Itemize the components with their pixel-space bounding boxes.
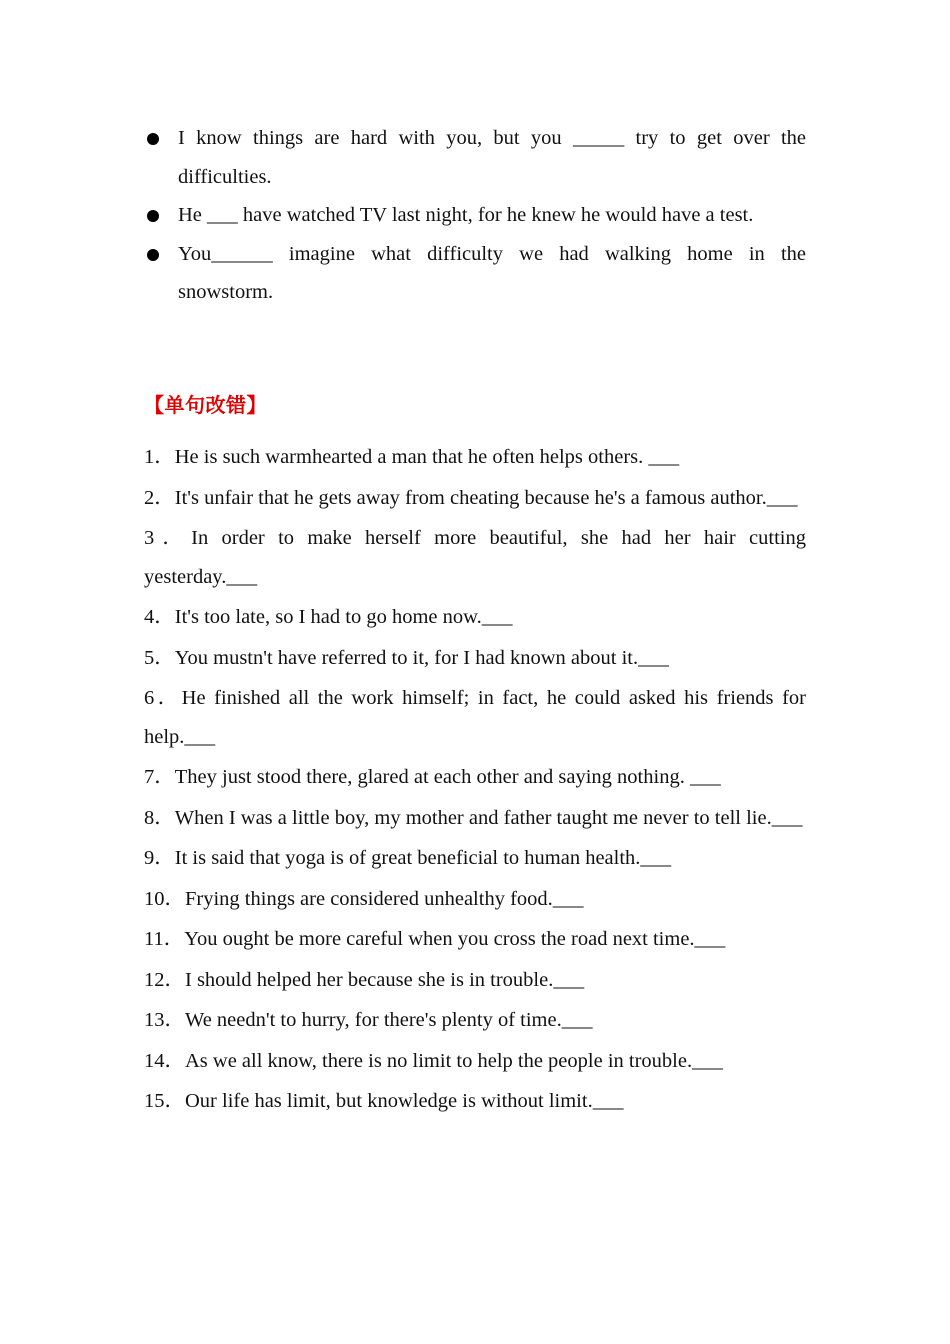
item-text: Frying things are considered unhealthy food.___ bbox=[185, 887, 584, 910]
list-item bbox=[144, 1042, 806, 1081]
list-item bbox=[144, 920, 806, 959]
item-text: You mustn't have referred to it, for I had known about it.___ bbox=[174, 646, 669, 669]
bullet-list bbox=[144, 119, 806, 312]
list-item bbox=[144, 839, 806, 878]
list-item bbox=[144, 438, 806, 477]
item-text: He finished all the work himself; in fact, he could asked his friends for help.___ bbox=[144, 687, 807, 748]
list-item bbox=[144, 799, 806, 838]
bullet-text: You______ imagine what difficulty we had walking home in the snowstorm. bbox=[178, 242, 806, 304]
item-text: As we all know, there is no limit to help the people in trouble.___ bbox=[185, 1049, 723, 1072]
error-correction-list bbox=[144, 438, 806, 1123]
list-item bbox=[144, 639, 806, 678]
list-item bbox=[144, 1001, 806, 1040]
item-text: In order to make herself more beautiful, she had her hair cutting yesterday.___ bbox=[144, 527, 806, 588]
bullet-dot-icon bbox=[147, 210, 159, 222]
item-number: 5． bbox=[144, 646, 175, 669]
item-number: 9． bbox=[144, 847, 175, 870]
list-item bbox=[144, 679, 806, 756]
list-item bbox=[144, 880, 806, 919]
item-number: 6． bbox=[144, 687, 182, 710]
bullet-item bbox=[144, 196, 806, 235]
item-text: When I was a little boy, my mother and father taught me never to tell lie.___ bbox=[174, 806, 803, 829]
item-text: He is such warmhearted a man that he often helps others. ___ bbox=[174, 446, 680, 468]
bullet-text: I know things are hard with you, but you _____ try to get over the difficulties. bbox=[178, 127, 806, 188]
bullet-item bbox=[144, 235, 806, 312]
list-item bbox=[144, 961, 806, 1000]
item-text: It's unfair that he gets away from cheating because he's a famous author.___ bbox=[174, 486, 798, 509]
list-item bbox=[144, 1082, 806, 1121]
item-text: It's too late, so I had to go home now.___ bbox=[174, 606, 513, 629]
list-item bbox=[144, 519, 806, 596]
item-number: 8． bbox=[144, 806, 175, 829]
bullet-dot-icon bbox=[147, 133, 159, 145]
item-number: 14． bbox=[144, 1049, 185, 1072]
item-number: 15． bbox=[144, 1090, 185, 1113]
list-item bbox=[144, 479, 806, 518]
item-number: 12． bbox=[144, 968, 185, 991]
item-text: They just stood there, glared at each other and saying nothing. ___ bbox=[174, 766, 721, 789]
item-number: 11． bbox=[144, 928, 185, 951]
item-number: 4． bbox=[144, 606, 175, 629]
item-text: Our life has limit, but knowledge is without limit.___ bbox=[185, 1090, 624, 1113]
bullet-text: He ___ have watched TV last night, for he knew he would have a test. bbox=[178, 204, 754, 227]
item-text: It is said that yoga is of great beneficial to human health.___ bbox=[174, 847, 672, 870]
bullet-dot-icon bbox=[147, 249, 159, 261]
list-item bbox=[144, 758, 806, 797]
bullet-item bbox=[144, 119, 806, 196]
list-item bbox=[144, 598, 806, 637]
item-number: 10． bbox=[144, 887, 185, 910]
item-number: 7． bbox=[144, 766, 175, 789]
section-title: 【单句改错】 bbox=[144, 393, 267, 417]
item-text: You ought be more careful when you cross the road next time.___ bbox=[184, 928, 726, 951]
item-number: 3． bbox=[144, 527, 192, 549]
item-number: 13． bbox=[144, 1009, 185, 1032]
item-number: 1． bbox=[144, 446, 175, 468]
item-text: We needn't to hurry, for there's plenty of time.___ bbox=[185, 1009, 593, 1032]
item-text: I should helped her because she is in trouble.___ bbox=[185, 968, 585, 991]
item-number: 2． bbox=[144, 486, 175, 509]
